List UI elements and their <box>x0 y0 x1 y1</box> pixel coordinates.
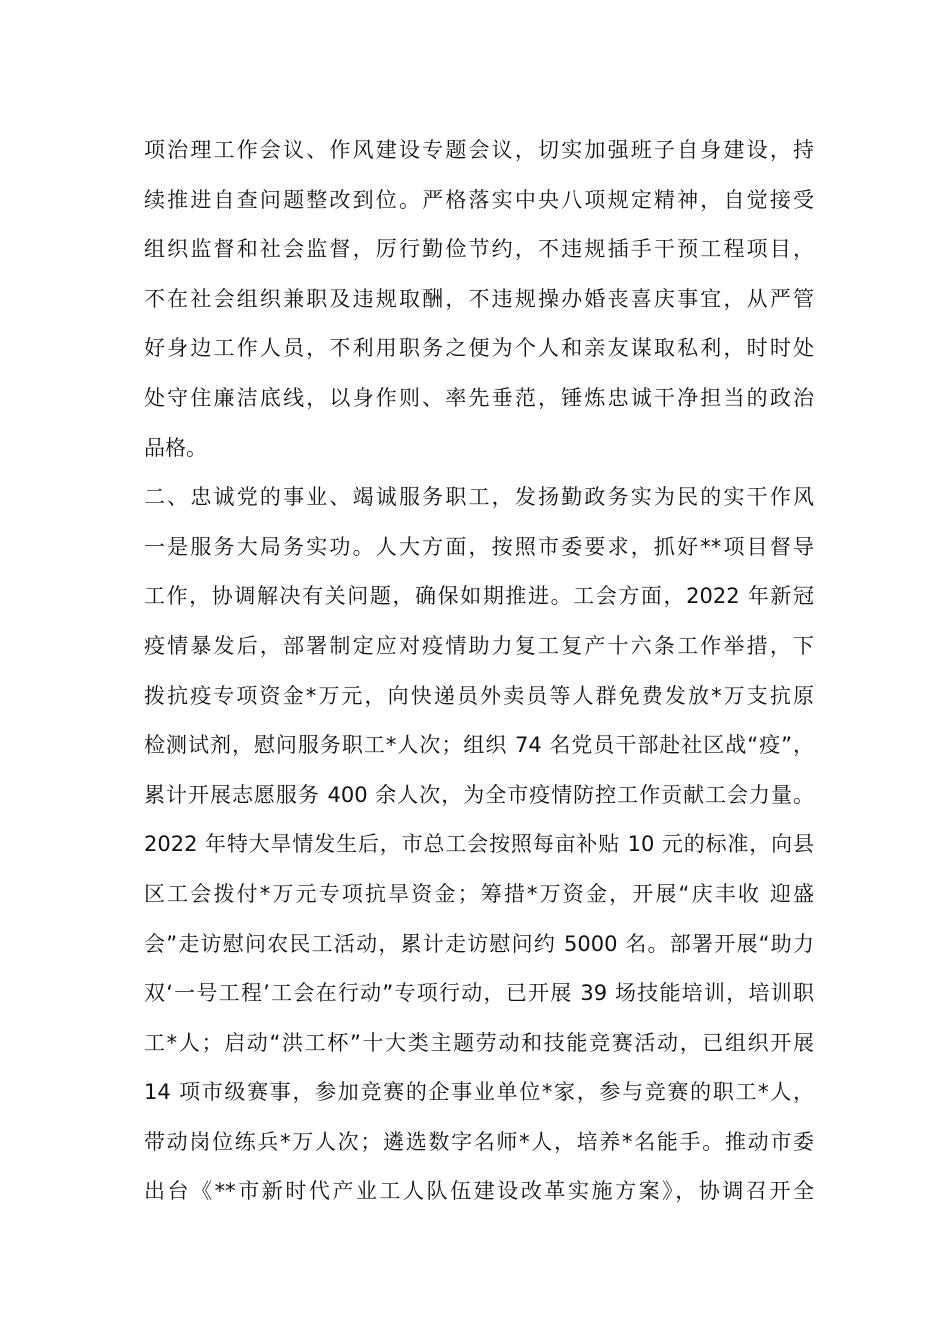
text-line: 续推进自查问题整改到位。严格落实中央八项规定精神，自觉接受 <box>144 187 814 212</box>
text-line: 带动岗位练兵*万人次；遴选数字名师*人，培养*名能手。推动市委 <box>144 1129 814 1154</box>
text-line: 疫情暴发后，部署制定应对疫情助力复工复产十六条工作举措，下 <box>144 633 814 658</box>
text-line: 双‘一号工程’工会在行动”专项行动，已开展 39 场技能培训，培训职 <box>144 981 814 1006</box>
text-line: 2022 年特大旱情发生后，市总工会按照每亩补贴 10 元的标准，向县 <box>144 832 814 857</box>
text-line: 区工会拨付*万元专项抗旱资金；筹措*万资金，开展“庆丰收 迎盛 <box>144 881 814 906</box>
text-line: 品格。 <box>144 435 207 460</box>
text-line: 一是服务大局务实功。人大方面，按照市委要求，抓好**项目督导 <box>144 534 814 559</box>
text-line: 项治理工作会议、作风建设专题会议，切实加强班子自身建设，持 <box>144 138 814 162</box>
text-line: 不在社会组织兼职及违规取酬，不违规操办婚丧喜庆事宜，从严管 <box>144 286 814 311</box>
text-line: 组织监督和社会监督，厉行勤俭节约，不违规插手干预工程项目， <box>144 237 814 262</box>
text-line: 会”走访慰问农民工活动，累计走访慰问约 5000 名。部署开展“助力 <box>144 931 814 956</box>
body-text <box>144 126 814 1217</box>
text-line: 工作，协调解决有关问题，确保如期推进。工会方面，2022 年新冠 <box>144 584 814 609</box>
text-line: 好身边工作人员，不利用职务之便为个人和亲友谋取私利，时时处 <box>144 336 814 361</box>
text-line: 处守住廉洁底线，以身作则、率先垂范，锤炼忠诚干净担当的政治 <box>144 385 814 410</box>
text-line: 出台《**市新时代产业工人队伍建设改革实施方案》，协调召开全 <box>144 1179 814 1204</box>
text-line: 检测试剂，慰问服务职工*人次；组织 74 名党员干部赴社区战“疫”， <box>144 733 814 758</box>
section-heading: 二、忠诚党的事业、竭诚服务职工，发扬勤政务实为民的实干作风 <box>144 485 814 510</box>
text-line: 14 项市级赛事，参加竞赛的企事业单位*家，参与竞赛的职工*人， <box>144 1080 814 1105</box>
text-line: 工*人；启动“洪工杯”十大类主题劳动和技能竞赛活动，已组织开展 <box>144 1030 814 1055</box>
text-line: 累计开展志愿服务 400 余人次，为全市疫情防控工作贡献工会力量。 <box>144 782 814 807</box>
text-line: 拨抗疫专项资金*万元，向快递员外卖员等人群免费发放*万支抗原 <box>144 683 814 708</box>
